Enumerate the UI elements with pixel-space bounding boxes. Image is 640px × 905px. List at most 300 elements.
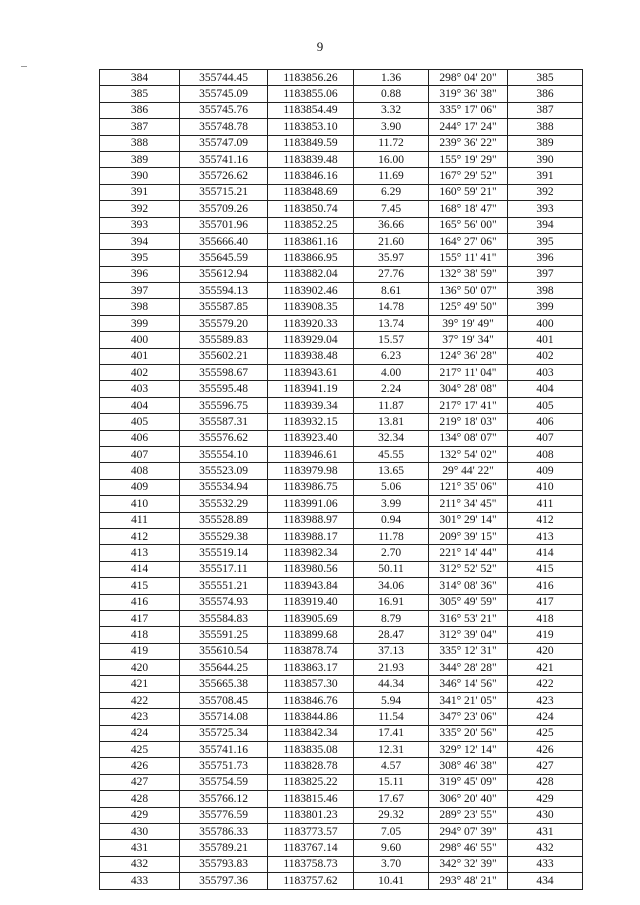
x-coordinate-cell: 355741.16 [180,742,268,758]
point-id-cell: 389 [100,151,180,167]
next-point-cell: 412 [508,512,583,528]
y-coordinate-cell: 1183844.86 [268,709,354,725]
bearing-cell: 132° 38' 59" [429,266,508,282]
y-coordinate-cell: 1183848.69 [268,184,354,200]
point-id-cell: 407 [100,446,180,462]
distance-cell: 29.32 [354,807,429,823]
next-point-cell: 385 [508,70,583,86]
y-coordinate-cell: 1183919.40 [268,594,354,610]
x-coordinate-cell: 355747.09 [180,135,268,151]
table-row [100,692,583,708]
x-coordinate-cell: 355666.40 [180,233,268,249]
y-coordinate-cell: 1183941.19 [268,381,354,397]
point-id-cell: 416 [100,594,180,610]
next-point-cell: 414 [508,545,583,561]
distance-cell: 14.78 [354,299,429,315]
table-row [100,594,583,610]
y-coordinate-cell: 1183905.69 [268,610,354,626]
table-row [100,250,583,266]
point-id-cell: 391 [100,184,180,200]
x-coordinate-cell: 355754.59 [180,774,268,790]
table-row [100,676,583,692]
bearing-cell: 39° 19' 49" [429,315,508,331]
bearing-cell: 164° 27' 06" [429,233,508,249]
point-id-cell: 386 [100,102,180,118]
bearing-cell: 165° 56' 00" [429,217,508,233]
bearing-cell: 211° 34' 45" [429,496,508,512]
next-point-cell: 408 [508,446,583,462]
next-point-cell: 387 [508,102,583,118]
next-point-cell: 388 [508,119,583,135]
distance-cell: 3.90 [354,119,429,135]
table-row [100,742,583,758]
table-row [100,348,583,364]
point-id-cell: 409 [100,479,180,495]
x-coordinate-cell: 355554.10 [180,446,268,462]
table-row [100,233,583,249]
next-point-cell: 405 [508,397,583,413]
x-coordinate-cell: 355574.93 [180,594,268,610]
table-row [100,151,583,167]
next-point-cell: 394 [508,217,583,233]
x-coordinate-cell: 355766.12 [180,791,268,807]
x-coordinate-cell: 355598.67 [180,365,268,381]
next-point-cell: 404 [508,381,583,397]
next-point-cell: 426 [508,742,583,758]
point-id-cell: 420 [100,660,180,676]
next-point-cell: 403 [508,365,583,381]
table-row [100,414,583,430]
distance-cell: 3.99 [354,496,429,512]
point-id-cell: 426 [100,758,180,774]
next-point-cell: 415 [508,561,583,577]
next-point-cell: 428 [508,774,583,790]
point-id-cell: 399 [100,315,180,331]
y-coordinate-cell: 1183902.46 [268,283,354,299]
table-row [100,315,583,331]
point-id-cell: 392 [100,201,180,217]
next-point-cell: 410 [508,479,583,495]
x-coordinate-cell: 355579.20 [180,315,268,331]
bearing-cell: 219° 18' 03" [429,414,508,430]
table-row [100,102,583,118]
y-coordinate-cell: 1183855.06 [268,86,354,102]
distance-cell: 4.57 [354,758,429,774]
distance-cell: 2.24 [354,381,429,397]
point-id-cell: 414 [100,561,180,577]
x-coordinate-cell: 355715.21 [180,184,268,200]
y-coordinate-cell: 1183980.56 [268,561,354,577]
x-coordinate-cell: 355532.29 [180,496,268,512]
point-id-cell: 387 [100,119,180,135]
next-point-cell: 392 [508,184,583,200]
x-coordinate-cell: 355596.75 [180,397,268,413]
table-row [100,512,583,528]
next-point-cell: 417 [508,594,583,610]
bearing-cell: 298° 04' 20" [429,70,508,86]
bearing-cell: 37° 19' 34" [429,332,508,348]
table-row [100,119,583,135]
y-coordinate-cell: 1183908.35 [268,299,354,315]
coordinate-table [99,69,583,890]
table-row [100,365,583,381]
y-coordinate-cell: 1183932.15 [268,414,354,430]
distance-cell: 15.57 [354,332,429,348]
table-row [100,86,583,102]
y-coordinate-cell: 1183849.59 [268,135,354,151]
x-coordinate-cell: 355741.16 [180,151,268,167]
next-point-cell: 406 [508,414,583,430]
next-point-cell: 407 [508,430,583,446]
x-coordinate-cell: 355595.48 [180,381,268,397]
y-coordinate-cell: 1183846.16 [268,168,354,184]
table-row [100,578,583,594]
next-point-cell: 424 [508,709,583,725]
distance-cell: 15.11 [354,774,429,790]
point-id-cell: 404 [100,397,180,413]
x-coordinate-cell: 355745.09 [180,86,268,102]
point-id-cell: 396 [100,266,180,282]
next-point-cell: 419 [508,627,583,643]
point-id-cell: 400 [100,332,180,348]
table-row [100,774,583,790]
bearing-cell: 344° 28' 28" [429,660,508,676]
distance-cell: 6.29 [354,184,429,200]
table-row [100,610,583,626]
next-point-cell: 429 [508,791,583,807]
table-row [100,70,583,86]
table-row [100,479,583,495]
next-point-cell: 401 [508,332,583,348]
x-coordinate-cell: 355576.62 [180,430,268,446]
edge-mark [21,66,27,67]
y-coordinate-cell: 1183825.22 [268,774,354,790]
y-coordinate-cell: 1183835.08 [268,742,354,758]
bearing-cell: 221° 14' 44" [429,545,508,561]
table-row [100,823,583,839]
table-row [100,463,583,479]
y-coordinate-cell: 1183801.23 [268,807,354,823]
x-coordinate-cell: 355708.45 [180,692,268,708]
table-row [100,283,583,299]
x-coordinate-cell: 355725.34 [180,725,268,741]
y-coordinate-cell: 1183878.74 [268,643,354,659]
bearing-cell: 155° 11' 41" [429,250,508,266]
x-coordinate-cell: 355587.85 [180,299,268,315]
x-coordinate-cell: 355745.76 [180,102,268,118]
y-coordinate-cell: 1183861.16 [268,233,354,249]
next-point-cell: 402 [508,348,583,364]
bearing-cell: 305° 49' 59" [429,594,508,610]
next-point-cell: 409 [508,463,583,479]
table-row [100,201,583,217]
y-coordinate-cell: 1183988.17 [268,528,354,544]
y-coordinate-cell: 1183757.62 [268,873,354,889]
distance-cell: 13.74 [354,315,429,331]
y-coordinate-cell: 1183991.06 [268,496,354,512]
distance-cell: 12.31 [354,742,429,758]
y-coordinate-cell: 1183846.76 [268,692,354,708]
point-id-cell: 413 [100,545,180,561]
distance-cell: 37.13 [354,643,429,659]
y-coordinate-cell: 1183773.57 [268,823,354,839]
y-coordinate-cell: 1183863.17 [268,660,354,676]
table-row [100,856,583,872]
table-row [100,430,583,446]
table-row [100,135,583,151]
next-point-cell: 393 [508,201,583,217]
next-point-cell: 433 [508,856,583,872]
next-point-cell: 432 [508,840,583,856]
y-coordinate-cell: 1183767.14 [268,840,354,856]
distance-cell: 3.32 [354,102,429,118]
x-coordinate-cell: 355645.59 [180,250,268,266]
distance-cell: 44.34 [354,676,429,692]
y-coordinate-cell: 1183857.30 [268,676,354,692]
next-point-cell: 413 [508,528,583,544]
point-id-cell: 401 [100,348,180,364]
distance-cell: 16.00 [354,151,429,167]
point-id-cell: 422 [100,692,180,708]
bearing-cell: 312° 39' 04" [429,627,508,643]
distance-cell: 50.11 [354,561,429,577]
distance-cell: 8.79 [354,610,429,626]
distance-cell: 4.00 [354,365,429,381]
x-coordinate-cell: 355701.96 [180,217,268,233]
point-id-cell: 384 [100,70,180,86]
x-coordinate-cell: 355584.83 [180,610,268,626]
point-id-cell: 424 [100,725,180,741]
bearing-cell: 239° 36' 22" [429,135,508,151]
table-row [100,184,583,200]
distance-cell: 27.76 [354,266,429,282]
table-row [100,545,583,561]
bearing-cell: 346° 14' 56" [429,676,508,692]
point-id-cell: 427 [100,774,180,790]
x-coordinate-cell: 355776.59 [180,807,268,823]
distance-cell: 3.70 [354,856,429,872]
point-id-cell: 406 [100,430,180,446]
point-id-cell: 417 [100,610,180,626]
bearing-cell: 217° 17' 41" [429,397,508,413]
distance-cell: 9.60 [354,840,429,856]
distance-cell: 0.94 [354,512,429,528]
distance-cell: 21.60 [354,233,429,249]
next-point-cell: 420 [508,643,583,659]
point-id-cell: 394 [100,233,180,249]
distance-cell: 16.91 [354,594,429,610]
x-coordinate-cell: 355519.14 [180,545,268,561]
point-id-cell: 411 [100,512,180,528]
next-point-cell: 386 [508,86,583,102]
table-row [100,446,583,462]
x-coordinate-cell: 355528.89 [180,512,268,528]
table-row [100,791,583,807]
point-id-cell: 419 [100,643,180,659]
point-id-cell: 415 [100,578,180,594]
table-row [100,643,583,659]
table-row [100,332,583,348]
x-coordinate-cell: 355793.83 [180,856,268,872]
point-id-cell: 398 [100,299,180,315]
point-id-cell: 425 [100,742,180,758]
bearing-cell: 244° 17' 24" [429,119,508,135]
bearing-cell: 308° 46' 38" [429,758,508,774]
table-row [100,561,583,577]
distance-cell: 11.78 [354,528,429,544]
point-id-cell: 395 [100,250,180,266]
bearing-cell: 293° 48' 21" [429,873,508,889]
point-id-cell: 431 [100,840,180,856]
bearing-cell: 335° 20' 56" [429,725,508,741]
point-id-cell: 397 [100,283,180,299]
table-row [100,217,583,233]
bearing-cell: 209° 39' 15" [429,528,508,544]
bearing-cell: 168° 18' 47" [429,201,508,217]
distance-cell: 32.34 [354,430,429,446]
point-id-cell: 421 [100,676,180,692]
x-coordinate-cell: 355797.36 [180,873,268,889]
distance-cell: 35.97 [354,250,429,266]
y-coordinate-cell: 1183853.10 [268,119,354,135]
x-coordinate-cell: 355587.31 [180,414,268,430]
x-coordinate-cell: 355644.25 [180,660,268,676]
bearing-cell: 294° 07' 39" [429,823,508,839]
bearing-cell: 329° 12' 14" [429,742,508,758]
distance-cell: 6.23 [354,348,429,364]
next-point-cell: 397 [508,266,583,282]
x-coordinate-cell: 355665.38 [180,676,268,692]
next-point-cell: 411 [508,496,583,512]
distance-cell: 45.55 [354,446,429,462]
bearing-cell: 314° 08' 36" [429,578,508,594]
next-point-cell: 421 [508,660,583,676]
distance-cell: 21.93 [354,660,429,676]
y-coordinate-cell: 1183899.68 [268,627,354,643]
y-coordinate-cell: 1183923.40 [268,430,354,446]
next-point-cell: 400 [508,315,583,331]
y-coordinate-cell: 1183920.33 [268,315,354,331]
bearing-cell: 298° 46' 55" [429,840,508,856]
bearing-cell: 341° 21' 05" [429,692,508,708]
next-point-cell: 389 [508,135,583,151]
y-coordinate-cell: 1183939.34 [268,397,354,413]
bearing-cell: 301° 29' 14" [429,512,508,528]
bearing-cell: 347° 23' 06" [429,709,508,725]
x-coordinate-cell: 355534.94 [180,479,268,495]
table-row [100,807,583,823]
table-row [100,709,583,725]
point-id-cell: 423 [100,709,180,725]
bearing-cell: 316° 53' 21" [429,610,508,626]
point-id-cell: 403 [100,381,180,397]
x-coordinate-cell: 355744.45 [180,70,268,86]
distance-cell: 7.45 [354,201,429,217]
bearing-cell: 335° 12' 31" [429,643,508,659]
distance-cell: 1.36 [354,70,429,86]
y-coordinate-cell: 1183758.73 [268,856,354,872]
y-coordinate-cell: 1183850.74 [268,201,354,217]
y-coordinate-cell: 1183979.98 [268,463,354,479]
bearing-cell: 312° 52' 52" [429,561,508,577]
bearing-cell: 289° 23' 55" [429,807,508,823]
y-coordinate-cell: 1183943.61 [268,365,354,381]
distance-cell: 11.54 [354,709,429,725]
y-coordinate-cell: 1183866.95 [268,250,354,266]
x-coordinate-cell: 355602.21 [180,348,268,364]
y-coordinate-cell: 1183854.49 [268,102,354,118]
distance-cell: 11.87 [354,397,429,413]
next-point-cell: 396 [508,250,583,266]
y-coordinate-cell: 1183929.04 [268,332,354,348]
table-row [100,266,583,282]
y-coordinate-cell: 1183986.75 [268,479,354,495]
next-point-cell: 430 [508,807,583,823]
x-coordinate-cell: 355523.09 [180,463,268,479]
bearing-cell: 134° 08' 07" [429,430,508,446]
y-coordinate-cell: 1183842.34 [268,725,354,741]
bearing-cell: 125° 49' 50" [429,299,508,315]
next-point-cell: 418 [508,610,583,626]
point-id-cell: 405 [100,414,180,430]
distance-cell: 28.47 [354,627,429,643]
x-coordinate-cell: 355709.26 [180,201,268,217]
x-coordinate-cell: 355529.38 [180,528,268,544]
x-coordinate-cell: 355591.25 [180,627,268,643]
next-point-cell: 422 [508,676,583,692]
x-coordinate-cell: 355748.78 [180,119,268,135]
bearing-cell: 136° 50' 07" [429,283,508,299]
table-row [100,168,583,184]
table-row [100,627,583,643]
next-point-cell: 390 [508,151,583,167]
bearing-cell: 319° 45' 09" [429,774,508,790]
point-id-cell: 430 [100,823,180,839]
distance-cell: 2.70 [354,545,429,561]
bearing-cell: 155° 19' 29" [429,151,508,167]
point-id-cell: 388 [100,135,180,151]
next-point-cell: 391 [508,168,583,184]
next-point-cell: 427 [508,758,583,774]
point-id-cell: 418 [100,627,180,643]
distance-cell: 17.41 [354,725,429,741]
y-coordinate-cell: 1183938.48 [268,348,354,364]
bearing-cell: 217° 11' 04" [429,365,508,381]
x-coordinate-cell: 355714.08 [180,709,268,725]
point-id-cell: 428 [100,791,180,807]
page-number: 9 [316,39,324,54]
y-coordinate-cell: 1183828.78 [268,758,354,774]
distance-cell: 36.66 [354,217,429,233]
y-coordinate-cell: 1183882.04 [268,266,354,282]
x-coordinate-cell: 355517.11 [180,561,268,577]
table-row [100,299,583,315]
x-coordinate-cell: 355789.21 [180,840,268,856]
table-row [100,397,583,413]
distance-cell: 13.65 [354,463,429,479]
point-id-cell: 410 [100,496,180,512]
next-point-cell: 423 [508,692,583,708]
distance-cell: 5.94 [354,692,429,708]
x-coordinate-cell: 355610.54 [180,643,268,659]
next-point-cell: 399 [508,299,583,315]
bearing-cell: 304° 28' 08" [429,381,508,397]
table-row [100,725,583,741]
y-coordinate-cell: 1183946.61 [268,446,354,462]
y-coordinate-cell: 1183982.34 [268,545,354,561]
bearing-cell: 335° 17' 06" [429,102,508,118]
x-coordinate-cell: 355786.33 [180,823,268,839]
